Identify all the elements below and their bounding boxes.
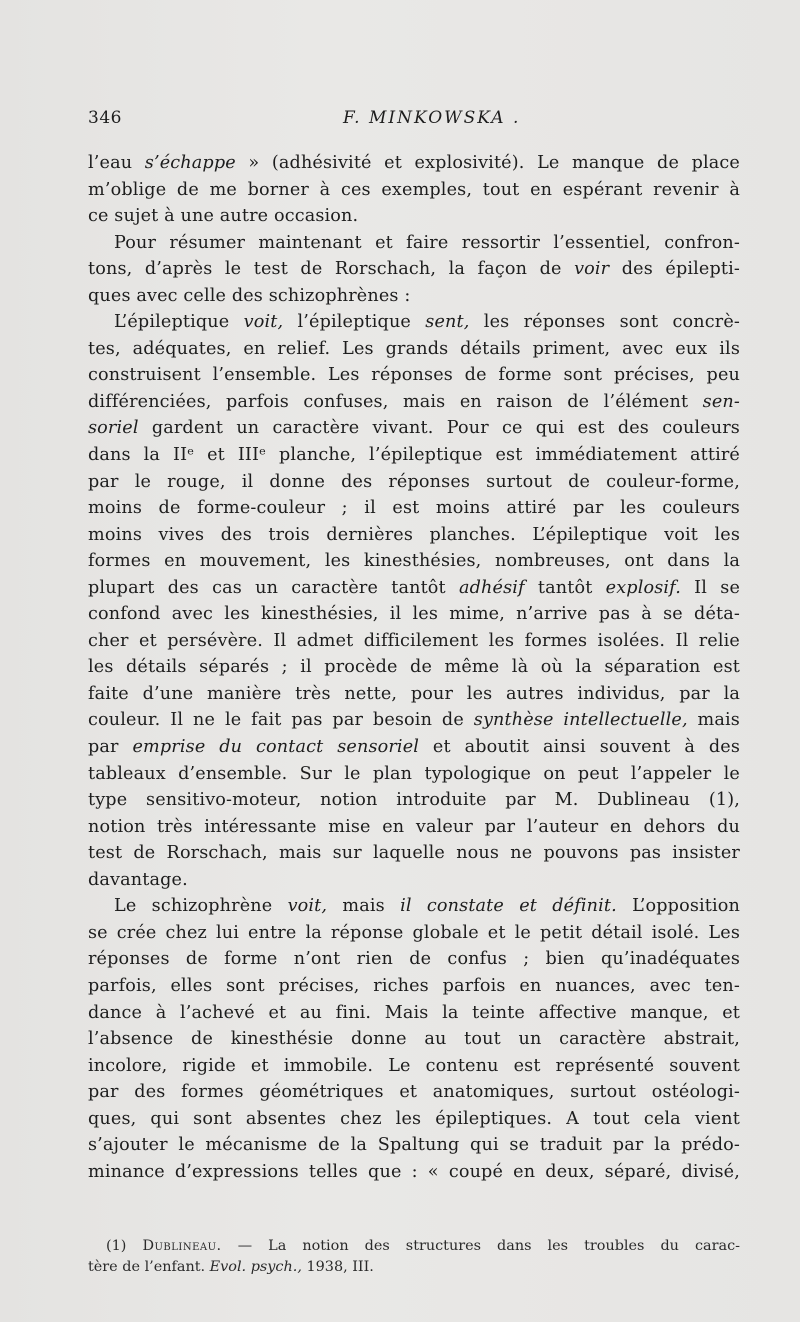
- text-segment: tableaux d’ensemble. Sur le plan typologique on peut l’appeler le: [88, 763, 740, 784]
- text-segment: formes en mouvement, les kinesthésies, nombreuses, ont dans la: [88, 551, 740, 572]
- text-segment: faite d’une manière très nette, pour les autres individus, par la: [88, 683, 740, 704]
- text-segment: confond avec les kinesthésies, il les mime, n’arrive pas à se déta-: [88, 604, 740, 625]
- text-segment: dans la IIᵉ et IIIᵉ planche, l’épileptique est immédiatement attiré: [88, 445, 740, 466]
- text-segment: L’opposition: [616, 896, 741, 917]
- text-segment: les réponses sont concrè-: [469, 312, 740, 333]
- text-line: [88, 1000, 740, 1027]
- text-segment: Il se: [680, 577, 741, 598]
- text-segment: type sensitivo-moteur, notion introduite par M. Dublineau (1),: [88, 790, 740, 811]
- text-segment: tes, adéquates, en relief. Les grands détails priment, avec eux ils: [88, 338, 740, 359]
- text-line: [88, 973, 740, 1000]
- footnote-line: [88, 1236, 740, 1257]
- footnote-text: La notion des structures dans les troubles du carac-: [268, 1238, 741, 1254]
- text-segment: mais: [687, 710, 740, 731]
- text-line: [88, 814, 740, 841]
- text-segment: dance à l’achevé et au fini. Mais la teinte affective manque, et: [88, 1002, 740, 1023]
- text-segment: mais: [327, 896, 401, 917]
- text-segment: se crée chez lui entre la réponse globale et le petit détail isolé. Les: [88, 922, 740, 943]
- text-segment: réponses de forme n’ont rien de confus ; bien qu’inadéquates: [88, 949, 740, 970]
- italic-segment: synthèse intellectuelle,: [473, 710, 688, 731]
- text-line: [88, 761, 740, 788]
- page-header: [88, 108, 738, 132]
- running-head: F. MINKOWSKA .: [343, 108, 521, 128]
- text-segment: incolore, rigide et immobile. Le contenu est représenté souvent: [88, 1055, 740, 1076]
- italic-segment: voit,: [243, 312, 284, 333]
- text-line: [88, 920, 740, 947]
- text-segment: s’ajouter le mécanisme de la Spaltung qui se traduit par la prédo-: [88, 1135, 740, 1156]
- text-segment: couleur. Il ne le fait pas par besoin de: [88, 710, 474, 731]
- text-line: [88, 1106, 740, 1133]
- text-segment: l’épileptique: [283, 312, 426, 333]
- text-segment: tantôt: [524, 577, 606, 598]
- text-segment: notion très intéressante mise en valeur par l’auteur en dehors du: [88, 816, 740, 837]
- text-segment: ques, qui sont absentes chez les épileptiques. A tout cela vient: [88, 1108, 740, 1129]
- text-segment: moins vives des trois dernières planches. L’épileptique voit les: [88, 524, 740, 545]
- text-segment: différenciées, parfois confuses, mais en raison de l’élément: [88, 391, 703, 412]
- text-segment: Pour résumer maintenant et faire ressortir l’essentiel, confron-: [114, 232, 740, 253]
- text-segment: ques avec celle des schizophrènes :: [88, 285, 411, 306]
- text-segment: gardent un caractère vivant. Pour ce qui est des couleurs: [138, 418, 740, 439]
- text-line: [88, 946, 740, 973]
- text-line: [88, 230, 740, 257]
- text-line: [88, 336, 740, 363]
- text-segment: L’épileptique: [114, 312, 244, 333]
- text-line: [88, 1053, 740, 1080]
- text-segment: » (adhésivité et explosivité). Le manque de place: [235, 153, 740, 173]
- footnote-line: [88, 1257, 740, 1278]
- text-line: [88, 442, 740, 469]
- text-segment: davantage.: [88, 869, 188, 890]
- text-line: [88, 415, 740, 442]
- text-segment: des épilepti-: [609, 259, 740, 280]
- footnote-journal: Evol. psych.,: [209, 1259, 302, 1275]
- text-line: [88, 1026, 740, 1053]
- text-line: [88, 601, 740, 628]
- text-line: [88, 628, 740, 655]
- text-line: [88, 362, 740, 389]
- italic-segment: sent,: [425, 312, 470, 333]
- text-segment: l’absence de kinesthésie donne au tout un caractère abstrait,: [88, 1029, 740, 1050]
- text-line: [88, 654, 740, 681]
- text-segment: minance d’expressions telles que : « coupé en deux, séparé, divisé,: [88, 1161, 740, 1182]
- text-segment: l’eau: [88, 153, 145, 173]
- text-segment: Le schizophrène: [114, 896, 288, 917]
- text-line: [88, 469, 740, 496]
- text-segment: tons, d’après le test de Rorschach, la façon de: [88, 259, 575, 280]
- text-line: [88, 389, 740, 416]
- text-segment: par: [88, 737, 133, 758]
- footnote-number: (1): [106, 1238, 127, 1254]
- text-line: [88, 1079, 740, 1106]
- italic-segment: s’échappe: [144, 153, 236, 173]
- text-line: [88, 893, 740, 920]
- text-line: [88, 787, 740, 814]
- text-line: [88, 495, 740, 522]
- text-segment: moins de forme-couleur ; il est moins attiré par les couleurs: [88, 498, 740, 519]
- text-segment: parfois, elles sont précises, riches parfois en nuances, avec ten-: [88, 975, 740, 996]
- text-line: [88, 867, 740, 894]
- italic-segment: soriel: [88, 418, 139, 439]
- footnote: [88, 1236, 740, 1278]
- text-line: [88, 840, 740, 867]
- footnote-text: tère de l’enfant.: [88, 1259, 210, 1275]
- italic-segment: voir: [574, 259, 610, 280]
- text-segment: par le rouge, il donne des réponses surtout de couleur-forme,: [88, 471, 740, 492]
- text-line: [88, 177, 740, 204]
- text-line: [88, 283, 740, 310]
- text-segment: et aboutit ainsi souvent à des: [419, 737, 740, 758]
- text-line: [88, 681, 740, 708]
- italic-segment: adhésif: [458, 577, 525, 598]
- text-line: [88, 707, 740, 734]
- italic-segment: sen-: [702, 391, 740, 412]
- text-line: [88, 1159, 740, 1186]
- italic-segment: voit,: [287, 896, 328, 917]
- text-segment: construisent l’ensemble. Les réponses de forme sont précises, peu: [88, 365, 740, 386]
- footnote-text: 1938, III.: [301, 1259, 374, 1275]
- text-line: [88, 309, 740, 336]
- italic-segment: il constate et définit.: [400, 896, 617, 917]
- footnote-author: Dublineau.: [142, 1238, 222, 1254]
- footnote-dash: —: [237, 1238, 253, 1254]
- text-segment: les détails séparés ; il procède de même là où la séparation est: [88, 657, 740, 678]
- page-number: 346: [88, 108, 122, 128]
- text-line: [88, 203, 740, 230]
- text-segment: cher et persévère. Il admet difficilement les formes isolées. Il relie: [88, 630, 740, 651]
- italic-segment: explosif.: [605, 577, 681, 598]
- text-segment: test de Rorschach, mais sur laquelle nous ne pouvons pas insister: [88, 843, 740, 864]
- text-segment: plupart des cas un caractère tantôt: [88, 577, 459, 598]
- text-line: [88, 522, 740, 549]
- text-line: [88, 1132, 740, 1159]
- italic-segment: emprise du contact sensoriel: [132, 737, 420, 758]
- text-segment: ce sujet à une autre occasion.: [88, 206, 359, 227]
- text-line: [88, 256, 740, 283]
- text-line: [88, 575, 740, 602]
- body-text: [88, 150, 740, 1185]
- text-line: [88, 150, 740, 177]
- text-segment: m’oblige de me borner à ces exemples, tout en espérant revenir à: [88, 179, 740, 200]
- text-line: [88, 734, 740, 761]
- text-line: [88, 548, 740, 575]
- text-segment: par des formes géométriques et anatomiques, surtout ostéologi-: [88, 1082, 740, 1103]
